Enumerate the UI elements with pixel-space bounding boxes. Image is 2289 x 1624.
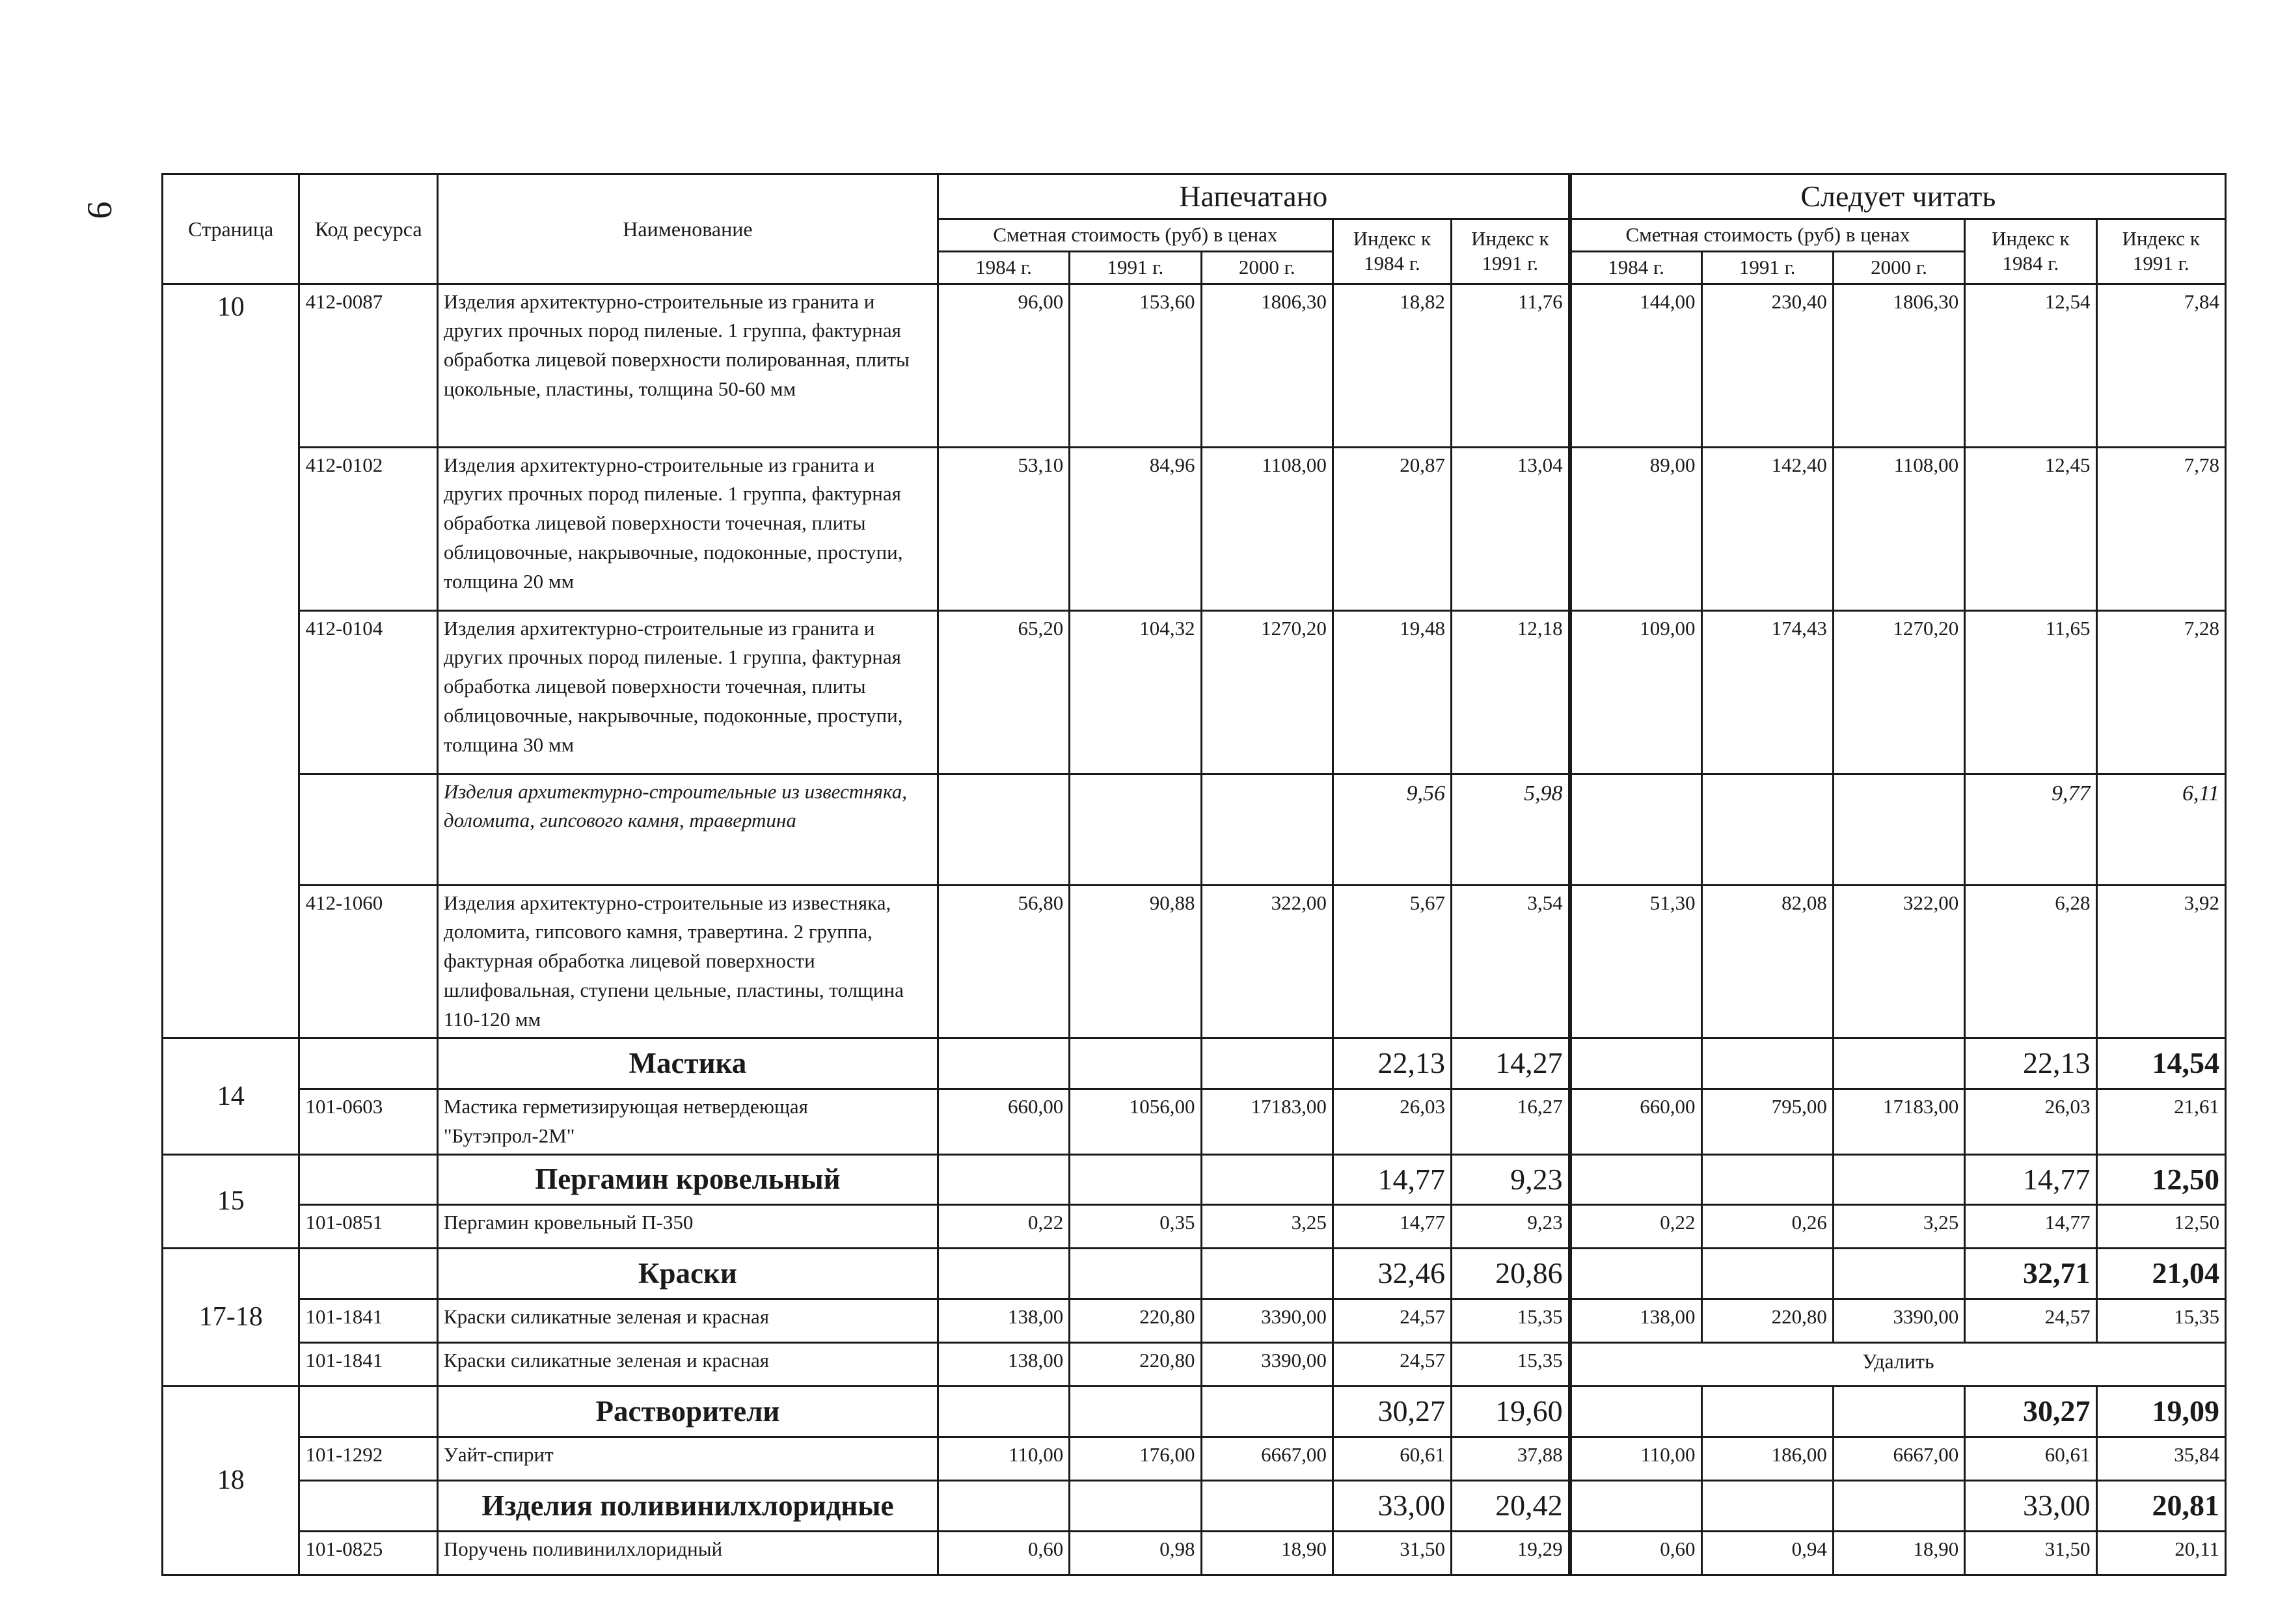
table-body <box>163 284 2226 1575</box>
page-cell: 10 <box>163 284 299 1038</box>
read-index-1991: 7,28 <box>2096 610 2225 774</box>
read-1984: 51,30 <box>1570 885 1701 1038</box>
printed-index-1991: 20,86 <box>1452 1249 1570 1299</box>
errata-table <box>161 173 2227 1576</box>
printed-1991: 220,80 <box>1070 1299 1201 1343</box>
read-index-1984: 12,45 <box>1965 447 2096 610</box>
name-cell: Краски силикатные зеленая и красная <box>437 1343 938 1387</box>
printed-index-1984: 19,48 <box>1333 610 1451 774</box>
printed-2000: 1108,00 <box>1201 447 1333 610</box>
printed-index-1991: 13,04 <box>1452 447 1570 610</box>
page-cell: 18 <box>163 1387 299 1575</box>
header-read-2000: 2000 г. <box>1833 251 1964 284</box>
header-code: Код ресурса <box>299 174 437 284</box>
name-cell: Изделия архитектурно-строительные из гранита и других прочных пород пиленые. 1 группа, фактурная обработка лицевой поверхности точечная, плиты облицовочные, накрывочные, подоконные, проступи, толщина 30 мм <box>437 610 938 774</box>
table-row <box>163 1205 2226 1249</box>
printed-1984: 0,60 <box>938 1531 1069 1575</box>
printed-index-1991: 9,23 <box>1452 1154 1570 1205</box>
table-row <box>163 610 2226 774</box>
read-1991: 142,40 <box>1701 447 1833 610</box>
read-1984: 138,00 <box>1570 1299 1701 1343</box>
printed-index-1984: 32,46 <box>1333 1249 1451 1299</box>
printed-index-1991: 3,54 <box>1452 885 1570 1038</box>
code-cell <box>299 1038 437 1089</box>
read-index-1991: 3,92 <box>2096 885 2225 1038</box>
printed-1991: 90,88 <box>1070 885 1201 1038</box>
read-1991: 220,80 <box>1701 1299 1833 1343</box>
read-1984: 109,00 <box>1570 610 1701 774</box>
read-1984: 144,00 <box>1570 284 1701 447</box>
read-2000: 1108,00 <box>1833 447 1964 610</box>
printed-1991: 104,32 <box>1070 610 1201 774</box>
page-number: 9 <box>80 201 120 219</box>
read-2000: 18,90 <box>1833 1531 1964 1575</box>
section-row <box>163 1387 2226 1437</box>
section-row <box>163 1154 2226 1205</box>
printed-index-1991: 20,42 <box>1452 1480 1570 1531</box>
read-index-1991: 7,84 <box>2096 284 2225 447</box>
printed-2000: 3,25 <box>1201 1205 1333 1249</box>
printed-index-1991: 16,27 <box>1452 1089 1570 1154</box>
read-1991: 0,26 <box>1701 1205 1833 1249</box>
section-row <box>163 1038 2226 1089</box>
read-1984: 89,00 <box>1570 447 1701 610</box>
header-read-1984: 1984 г. <box>1570 251 1701 284</box>
read-index-1984: 6,28 <box>1965 885 2096 1038</box>
read-2000: 6667,00 <box>1833 1437 1964 1480</box>
printed-index-1984: 18,82 <box>1333 284 1451 447</box>
header-page: Страница <box>163 174 299 284</box>
name-cell: Изделия архитектурно-строительные из гранита и других прочных пород пиленые. 1 группа, фактурная обработка лицевой поверхности полированная, плиты цокольные, пластины, толщина 50-60 мм <box>437 284 938 447</box>
table-header <box>163 174 2226 284</box>
printed-2000: 3390,00 <box>1201 1343 1333 1387</box>
printed-1984: 138,00 <box>938 1299 1069 1343</box>
printed-2000: 1270,20 <box>1201 610 1333 774</box>
header-printed: Напечатано <box>938 174 1569 219</box>
header-name: Наименование <box>437 174 938 284</box>
read-2000: 1806,30 <box>1833 284 1964 447</box>
printed-index-1991: 14,27 <box>1452 1038 1570 1089</box>
printed-index-1984: 22,13 <box>1333 1038 1451 1089</box>
read-index-1991: 20,11 <box>2096 1531 2225 1575</box>
read-2000: 1270,20 <box>1833 610 1964 774</box>
printed-1991: 0,35 <box>1070 1205 1201 1249</box>
printed-index-1984: 5,67 <box>1333 885 1451 1038</box>
page-cell: 14 <box>163 1038 299 1155</box>
printed-1984: 65,20 <box>938 610 1069 774</box>
table-row <box>163 774 2226 885</box>
read-index-1991: 20,81 <box>2096 1480 2225 1531</box>
printed-index-1984: 30,27 <box>1333 1387 1451 1437</box>
code-cell: 101-0851 <box>299 1205 437 1249</box>
read-index-1984: 26,03 <box>1965 1089 2096 1154</box>
code-cell: 101-1292 <box>299 1437 437 1480</box>
header-should-read: Следует читать <box>1570 174 2226 219</box>
read-index-1991: 21,61 <box>2096 1089 2225 1154</box>
printed-index-1991: 15,35 <box>1452 1299 1570 1343</box>
printed-index-1991: 12,18 <box>1452 610 1570 774</box>
name-cell: Пергамин кровельный П-350 <box>437 1205 938 1249</box>
read-1984: 110,00 <box>1570 1437 1701 1480</box>
printed-index-1984: 31,50 <box>1333 1531 1451 1575</box>
read-2000: 3390,00 <box>1833 1299 1964 1343</box>
read-1991: 82,08 <box>1701 885 1833 1038</box>
section-row <box>163 1249 2226 1299</box>
code-cell <box>299 1387 437 1437</box>
read-1991 <box>1701 774 1833 885</box>
read-1991: 0,94 <box>1701 1531 1833 1575</box>
printed-1984: 0,22 <box>938 1205 1069 1249</box>
printed-index-1991: 5,98 <box>1452 774 1570 885</box>
read-1984 <box>1570 774 1701 885</box>
read-index-1991: 35,84 <box>2096 1437 2225 1480</box>
header-read-index-1984: Индекс к 1984 г. <box>1965 219 2096 284</box>
name-cell: Уайт-спирит <box>437 1437 938 1480</box>
name-cell: Краски силикатные зеленая и красная <box>437 1299 938 1343</box>
printed-2000: 18,90 <box>1201 1531 1333 1575</box>
header-printed-index-1984: Индекс к 1984 г. <box>1333 219 1451 284</box>
table-row <box>163 447 2226 610</box>
read-1991: 186,00 <box>1701 1437 1833 1480</box>
read-1984: 0,60 <box>1570 1531 1701 1575</box>
header-printed-2000: 2000 г. <box>1201 251 1333 284</box>
read-index-1984: 22,13 <box>1965 1038 2096 1089</box>
table-row <box>163 1531 2226 1575</box>
header-printed-cost: Сметная стоимость (руб) в ценах <box>938 219 1333 252</box>
read-index-1991: 12,50 <box>2096 1154 2225 1205</box>
printed-2000: 1806,30 <box>1201 284 1333 447</box>
page-cell: 15 <box>163 1154 299 1249</box>
name-cell: Изделия архитектурно-строительные из известняка, доломита, гипсового камня, травертина. 2 группа, фактурная обработка лицевой поверхности шлифовальная, ступени цельные, пластины, толщина 110-120 мм <box>437 885 938 1038</box>
printed-1991: 176,00 <box>1070 1437 1201 1480</box>
section-title: Изделия поливинилхлоридные <box>437 1480 938 1531</box>
read-1991: 174,43 <box>1701 610 1833 774</box>
table-row <box>163 284 2226 447</box>
read-1991: 795,00 <box>1701 1089 1833 1154</box>
header-printed-index-1991: Индекс к 1991 г. <box>1452 219 1570 284</box>
printed-2000 <box>1201 774 1333 885</box>
read-1991: 230,40 <box>1701 284 1833 447</box>
table-row <box>163 885 2226 1038</box>
read-index-1991: 21,04 <box>2096 1249 2225 1299</box>
printed-index-1991: 9,23 <box>1452 1205 1570 1249</box>
printed-index-1984: 24,57 <box>1333 1343 1451 1387</box>
read-index-1984: 32,71 <box>1965 1249 2096 1299</box>
read-index-1984: 11,65 <box>1965 610 2096 774</box>
read-index-1991: 6,11 <box>2096 774 2225 885</box>
delete-label: Удалить <box>1570 1343 2226 1387</box>
read-index-1984: 24,57 <box>1965 1299 2096 1343</box>
name-cell: Изделия архитектурно-строительные из гранита и других прочных пород пиленые. 1 группа, фактурная обработка лицевой поверхности точечная, плиты облицовочные, накрывочные, подоконные, проступи, толщина 20 мм <box>437 447 938 610</box>
code-cell <box>299 1249 437 1299</box>
read-index-1991: 12,50 <box>2096 1205 2225 1249</box>
read-2000: 322,00 <box>1833 885 1964 1038</box>
section-title: Мастика <box>437 1038 938 1089</box>
read-1984: 0,22 <box>1570 1205 1701 1249</box>
read-index-1984: 14,77 <box>1965 1154 2096 1205</box>
code-cell <box>299 1154 437 1205</box>
code-cell: 412-0104 <box>299 610 437 774</box>
header-read-cost: Сметная стоимость (руб) в ценах <box>1570 219 1965 252</box>
printed-index-1991: 11,76 <box>1452 284 1570 447</box>
header-read-index-1991: Индекс к 1991 г. <box>2096 219 2225 284</box>
group-name-cell: Изделия архитектурно-строительные из известняка, доломита, гипсового камня, травертина <box>437 774 938 885</box>
read-index-1984: 31,50 <box>1965 1531 2096 1575</box>
printed-1984: 138,00 <box>938 1343 1069 1387</box>
printed-index-1984: 14,77 <box>1333 1205 1451 1249</box>
printed-1984: 110,00 <box>938 1437 1069 1480</box>
printed-index-1984: 24,57 <box>1333 1299 1451 1343</box>
printed-index-1984: 26,03 <box>1333 1089 1451 1154</box>
printed-1991: 1056,00 <box>1070 1089 1201 1154</box>
printed-2000: 3390,00 <box>1201 1299 1333 1343</box>
table-row <box>163 1437 2226 1480</box>
printed-index-1984: 9,56 <box>1333 774 1451 885</box>
printed-1991: 0,98 <box>1070 1531 1201 1575</box>
table-row <box>163 1343 2226 1387</box>
code-cell: 101-0825 <box>299 1531 437 1575</box>
read-index-1984: 33,00 <box>1965 1480 2096 1531</box>
code-cell <box>299 774 437 885</box>
printed-index-1991: 37,88 <box>1452 1437 1570 1480</box>
table-row <box>163 1089 2226 1154</box>
code-cell: 412-0087 <box>299 284 437 447</box>
read-index-1991: 15,35 <box>2096 1299 2225 1343</box>
printed-1984: 53,10 <box>938 447 1069 610</box>
read-index-1991: 14,54 <box>2096 1038 2225 1089</box>
printed-2000: 17183,00 <box>1201 1089 1333 1154</box>
printed-1991 <box>1070 774 1201 885</box>
read-1984: 660,00 <box>1570 1089 1701 1154</box>
printed-index-1984: 33,00 <box>1333 1480 1451 1531</box>
code-cell <box>299 1480 437 1531</box>
printed-index-1991: 19,29 <box>1452 1531 1570 1575</box>
code-cell: 101-0603 <box>299 1089 437 1154</box>
printed-1984: 660,00 <box>938 1089 1069 1154</box>
code-cell: 412-0102 <box>299 447 437 610</box>
code-cell: 101-1841 <box>299 1343 437 1387</box>
table-row <box>163 1299 2226 1343</box>
printed-1991: 220,80 <box>1070 1343 1201 1387</box>
section-row <box>163 1480 2226 1531</box>
name-cell: Мастика герметизирующая нетвердеющая "Бутэпрол-2М" <box>437 1089 938 1154</box>
read-index-1984: 30,27 <box>1965 1387 2096 1437</box>
section-title: Пергамин кровельный <box>437 1154 938 1205</box>
read-index-1984: 14,77 <box>1965 1205 2096 1249</box>
printed-2000: 322,00 <box>1201 885 1333 1038</box>
header-read-1991: 1991 г. <box>1701 251 1833 284</box>
printed-1991: 153,60 <box>1070 284 1201 447</box>
page-cell: 17-18 <box>163 1249 299 1387</box>
read-index-1984: 60,61 <box>1965 1437 2096 1480</box>
section-title: Краски <box>437 1249 938 1299</box>
read-index-1991: 7,78 <box>2096 447 2225 610</box>
printed-index-1984: 60,61 <box>1333 1437 1451 1480</box>
printed-index-1984: 14,77 <box>1333 1154 1451 1205</box>
read-2000 <box>1833 774 1964 885</box>
read-index-1984: 12,54 <box>1965 284 2096 447</box>
read-2000: 3,25 <box>1833 1205 1964 1249</box>
header-printed-1991: 1991 г. <box>1070 251 1201 284</box>
printed-1984: 56,80 <box>938 885 1069 1038</box>
printed-index-1991: 19,60 <box>1452 1387 1570 1437</box>
code-cell: 101-1841 <box>299 1299 437 1343</box>
printed-index-1984: 20,87 <box>1333 447 1451 610</box>
read-index-1984: 9,77 <box>1965 774 2096 885</box>
read-2000: 17183,00 <box>1833 1089 1964 1154</box>
section-title: Растворители <box>437 1387 938 1437</box>
printed-index-1991: 15,35 <box>1452 1343 1570 1387</box>
printed-1984 <box>938 774 1069 885</box>
header-printed-1984: 1984 г. <box>938 251 1069 284</box>
printed-1991: 84,96 <box>1070 447 1201 610</box>
code-cell: 412-1060 <box>299 885 437 1038</box>
read-index-1991: 19,09 <box>2096 1387 2225 1437</box>
printed-2000: 6667,00 <box>1201 1437 1333 1480</box>
printed-1984: 96,00 <box>938 284 1069 447</box>
name-cell: Поручень поливинилхлоридный <box>437 1531 938 1575</box>
